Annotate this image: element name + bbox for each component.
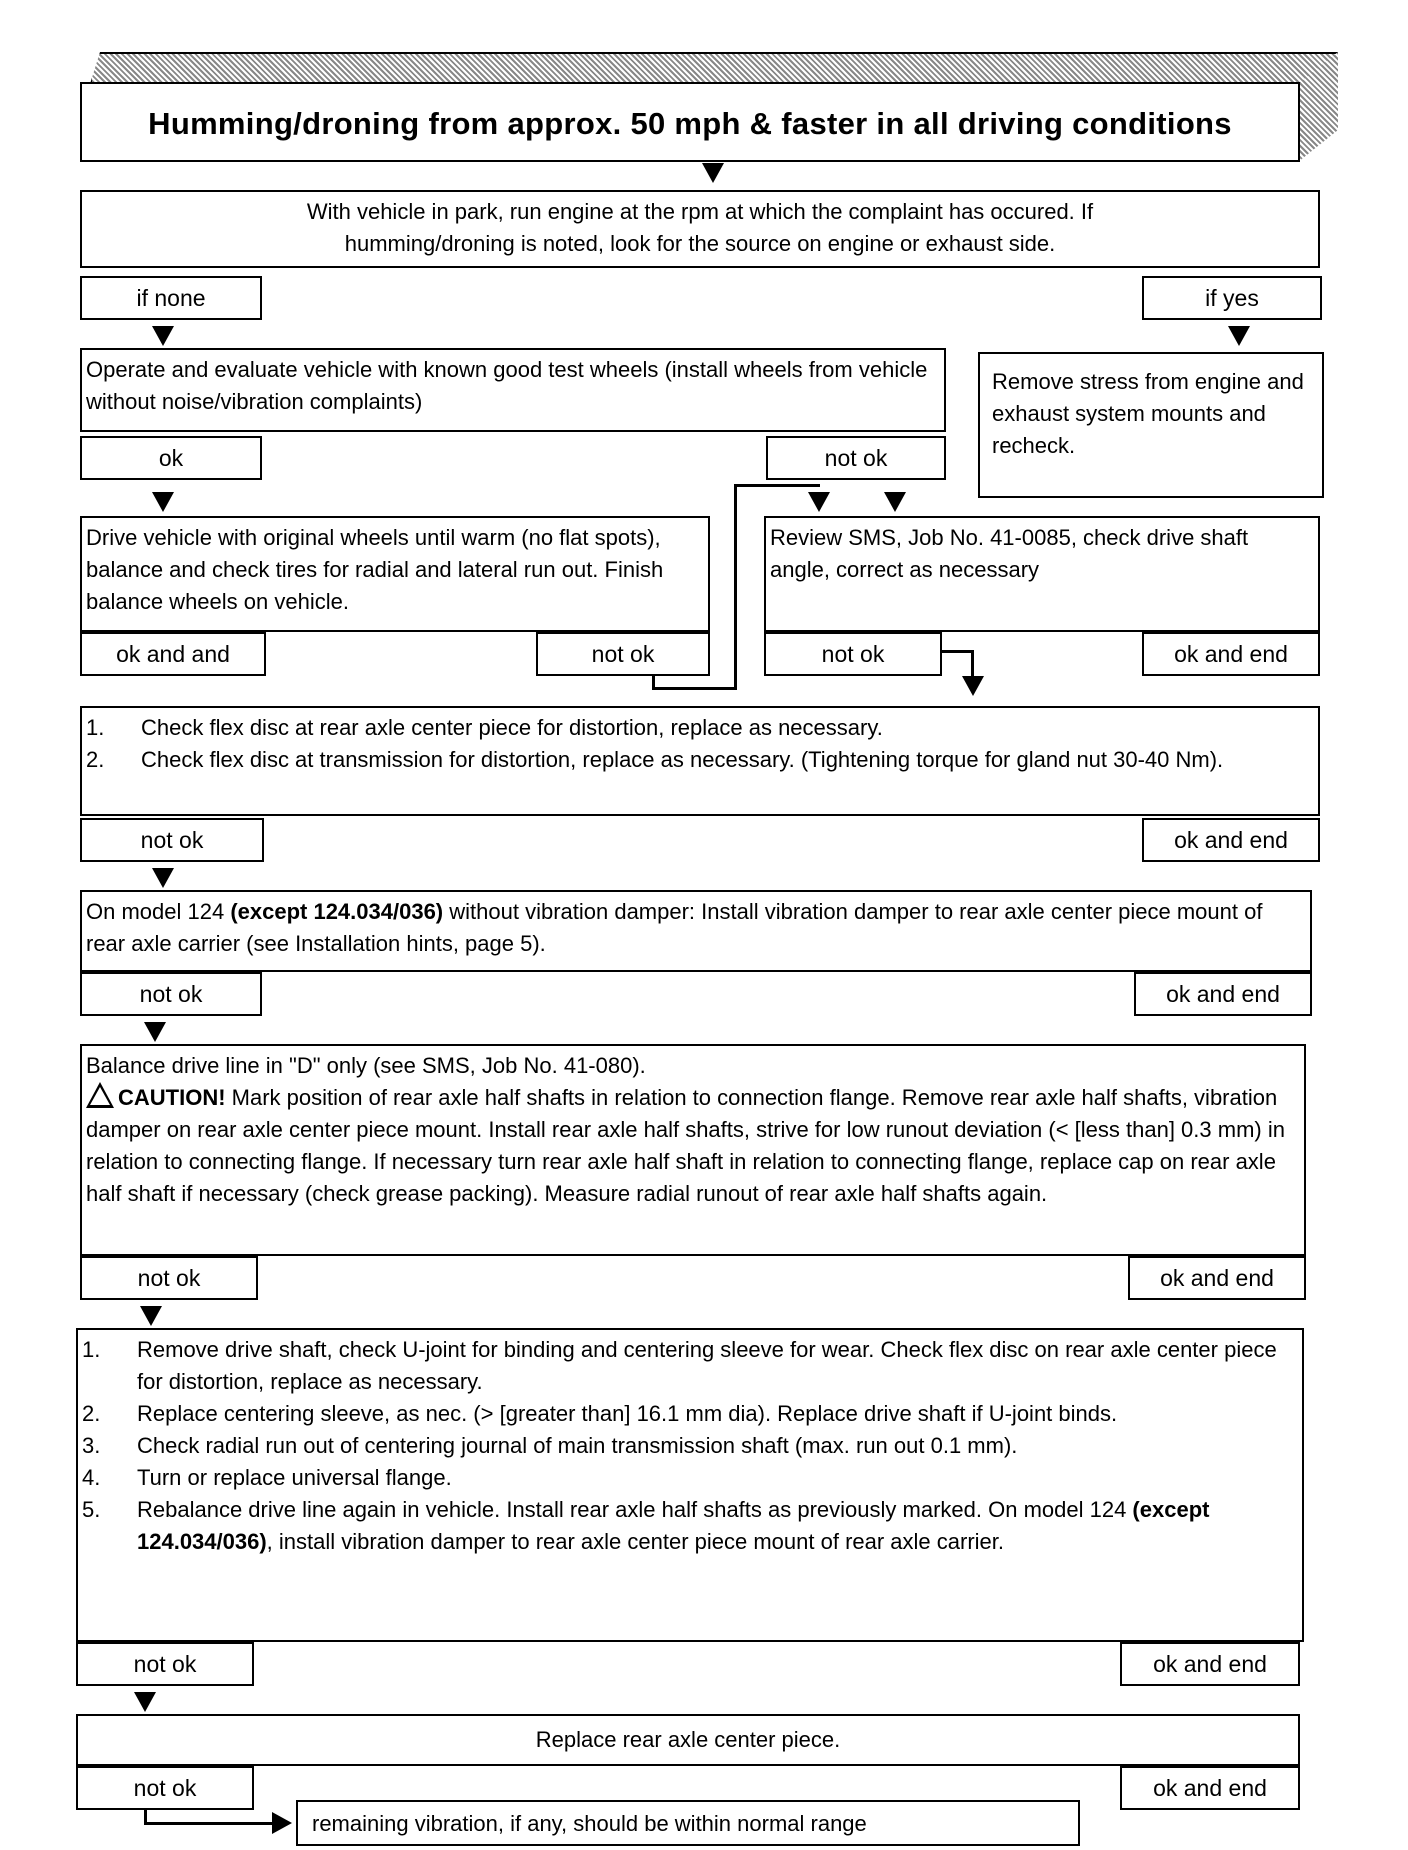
step-engine-check-text: With vehicle in park, run engine at the rpm at which the complaint has occured. If humming/droning is noted, look for the source on engine or exhaust side. — [306, 199, 1094, 256]
label-not-ok: not ok — [764, 632, 942, 676]
connector-line — [971, 650, 974, 676]
arrow-down-icon — [884, 492, 906, 512]
arrow-down-icon — [1228, 326, 1250, 346]
connector-line — [734, 484, 737, 688]
step-vibration-damper: On model 124 (except 124.034/036) without vibration damper: Install vibration damper to rear axle center piece mount of rear axle carrier (see Installation hints, page 5). — [80, 890, 1312, 972]
label-not-ok: not ok — [80, 1256, 258, 1300]
step-drive-shaft — [76, 1328, 1304, 1642]
connector-line — [942, 650, 974, 653]
connector-line — [736, 484, 820, 487]
arrow-down-icon — [152, 492, 174, 512]
step-review-sms — [764, 516, 1320, 632]
label-ok-and-end: ok and end — [1134, 972, 1312, 1016]
label-if-yes: if yes — [1142, 276, 1322, 320]
connector-line — [652, 687, 737, 690]
step-engine-mounts — [978, 352, 1324, 498]
arrow-down-icon — [152, 868, 174, 888]
label-ok-and-end: ok and and — [80, 632, 266, 676]
label-ok-and-end: ok and end — [1120, 1642, 1300, 1686]
arrow-down-icon — [808, 492, 830, 512]
list-item: 1. Remove drive shaft, check U-joint for binding and centering sleeve for wear. Check flex disc on rear axle center piece for distortion, replace as necessary. — [82, 1337, 1277, 1394]
label-ok-and-end: ok and end — [1128, 1256, 1306, 1300]
label-ok: ok — [80, 436, 262, 480]
label-not-ok: not ok — [76, 1766, 254, 1810]
connector-line — [144, 1822, 274, 1825]
list-item: 1. Check flex disc at rear axle center piece for distortion, replace as necessary. — [86, 715, 883, 740]
step-flex-disc — [80, 706, 1320, 816]
step-original-wheels-text: Drive vehicle with original wheels until warm (no flat spots), balance and check tires for radial and lateral run out. Finish balance wheels on vehicle. — [86, 525, 664, 614]
arrow-down-icon — [134, 1692, 156, 1712]
final-note: remaining vibration, if any, should be within normal range — [296, 1800, 1080, 1846]
label-if-none: if none — [80, 276, 262, 320]
step-engine-mounts-text: Remove stress from engine and exhaust system mounts and recheck. — [992, 369, 1304, 458]
label-not-ok: not ok — [80, 818, 264, 862]
caution-label: CAUTION! — [118, 1085, 226, 1110]
arrow-down-icon — [702, 163, 724, 183]
label-not-ok: not ok — [766, 436, 946, 480]
step-replace-center-piece: Replace rear axle center piece. — [76, 1714, 1300, 1766]
label-not-ok: not ok — [536, 632, 710, 676]
list-item: 5. Rebalance drive line again in vehicle. Install rear axle half shafts as previously marked. On model 124 (except 124.034/036), install vibration damper to rear axle center piece mount of rear axle carrier. — [82, 1497, 1210, 1554]
flowchart-title: Humming/droning from approx. 50 mph & faster in all driving conditions — [148, 106, 1232, 141]
label-ok-and-end: ok and end — [1142, 632, 1320, 676]
arrow-right-icon — [272, 1812, 292, 1834]
step-original-wheels — [80, 516, 710, 632]
step-balance-drive-line: Balance drive line in "D" only (see SMS, Job No. 41-080). CAUTION! Mark position of rear axle half shafts in relation to connection flange. Remove rear axle half shafts, vibration damper on rear axle center piece mount. Install rear axle half shafts, strive for low runout deviation (< [less than] 0.3 mm) in relation to connecting flange. If necessary turn rear axle half shaft in relation to connecting flange, replace cap on rear axle half shaft if necessary (check grease packing). Measure radial runout of rear axle half shafts again. — [80, 1044, 1306, 1256]
list-item: 2. Check flex disc at transmission for distortion, replace as necessary. (Tightening torque for gland nut 30-40 Nm). — [86, 747, 1224, 772]
title-bevel-top — [90, 52, 1338, 84]
arrow-down-icon — [962, 676, 984, 696]
label-not-ok: not ok — [76, 1642, 254, 1686]
step-test-wheels — [80, 348, 946, 432]
list-item: 4. Turn or replace universal flange. — [82, 1465, 452, 1490]
label-ok-and-end: ok and end — [1142, 818, 1320, 862]
arrow-down-icon — [144, 1022, 166, 1042]
arrow-down-icon — [140, 1306, 162, 1326]
step-review-sms-text: Review SMS, Job No. 41-0085, check drive shaft angle, correct as necessary — [770, 525, 1249, 582]
warning-triangle-icon — [86, 1082, 114, 1108]
list-item: 3. Check radial run out of centering journal of main transmission shaft (max. run out 0.1 mm). — [82, 1433, 1018, 1458]
arrow-down-icon — [152, 326, 174, 346]
step-test-wheels-text: Operate and evaluate vehicle with known good test wheels (install wheels from vehicle without noise/vibration complaints) — [86, 357, 928, 414]
label-not-ok: not ok — [80, 972, 262, 1016]
list-item: 2. Replace centering sleeve, as nec. (> [greater than] 16.1 mm dia). Replace drive shaft if U-joint binds. — [82, 1401, 1118, 1426]
label-ok-and-end: ok and end — [1120, 1766, 1300, 1810]
title-box — [80, 82, 1300, 162]
step-engine-check — [80, 190, 1320, 268]
